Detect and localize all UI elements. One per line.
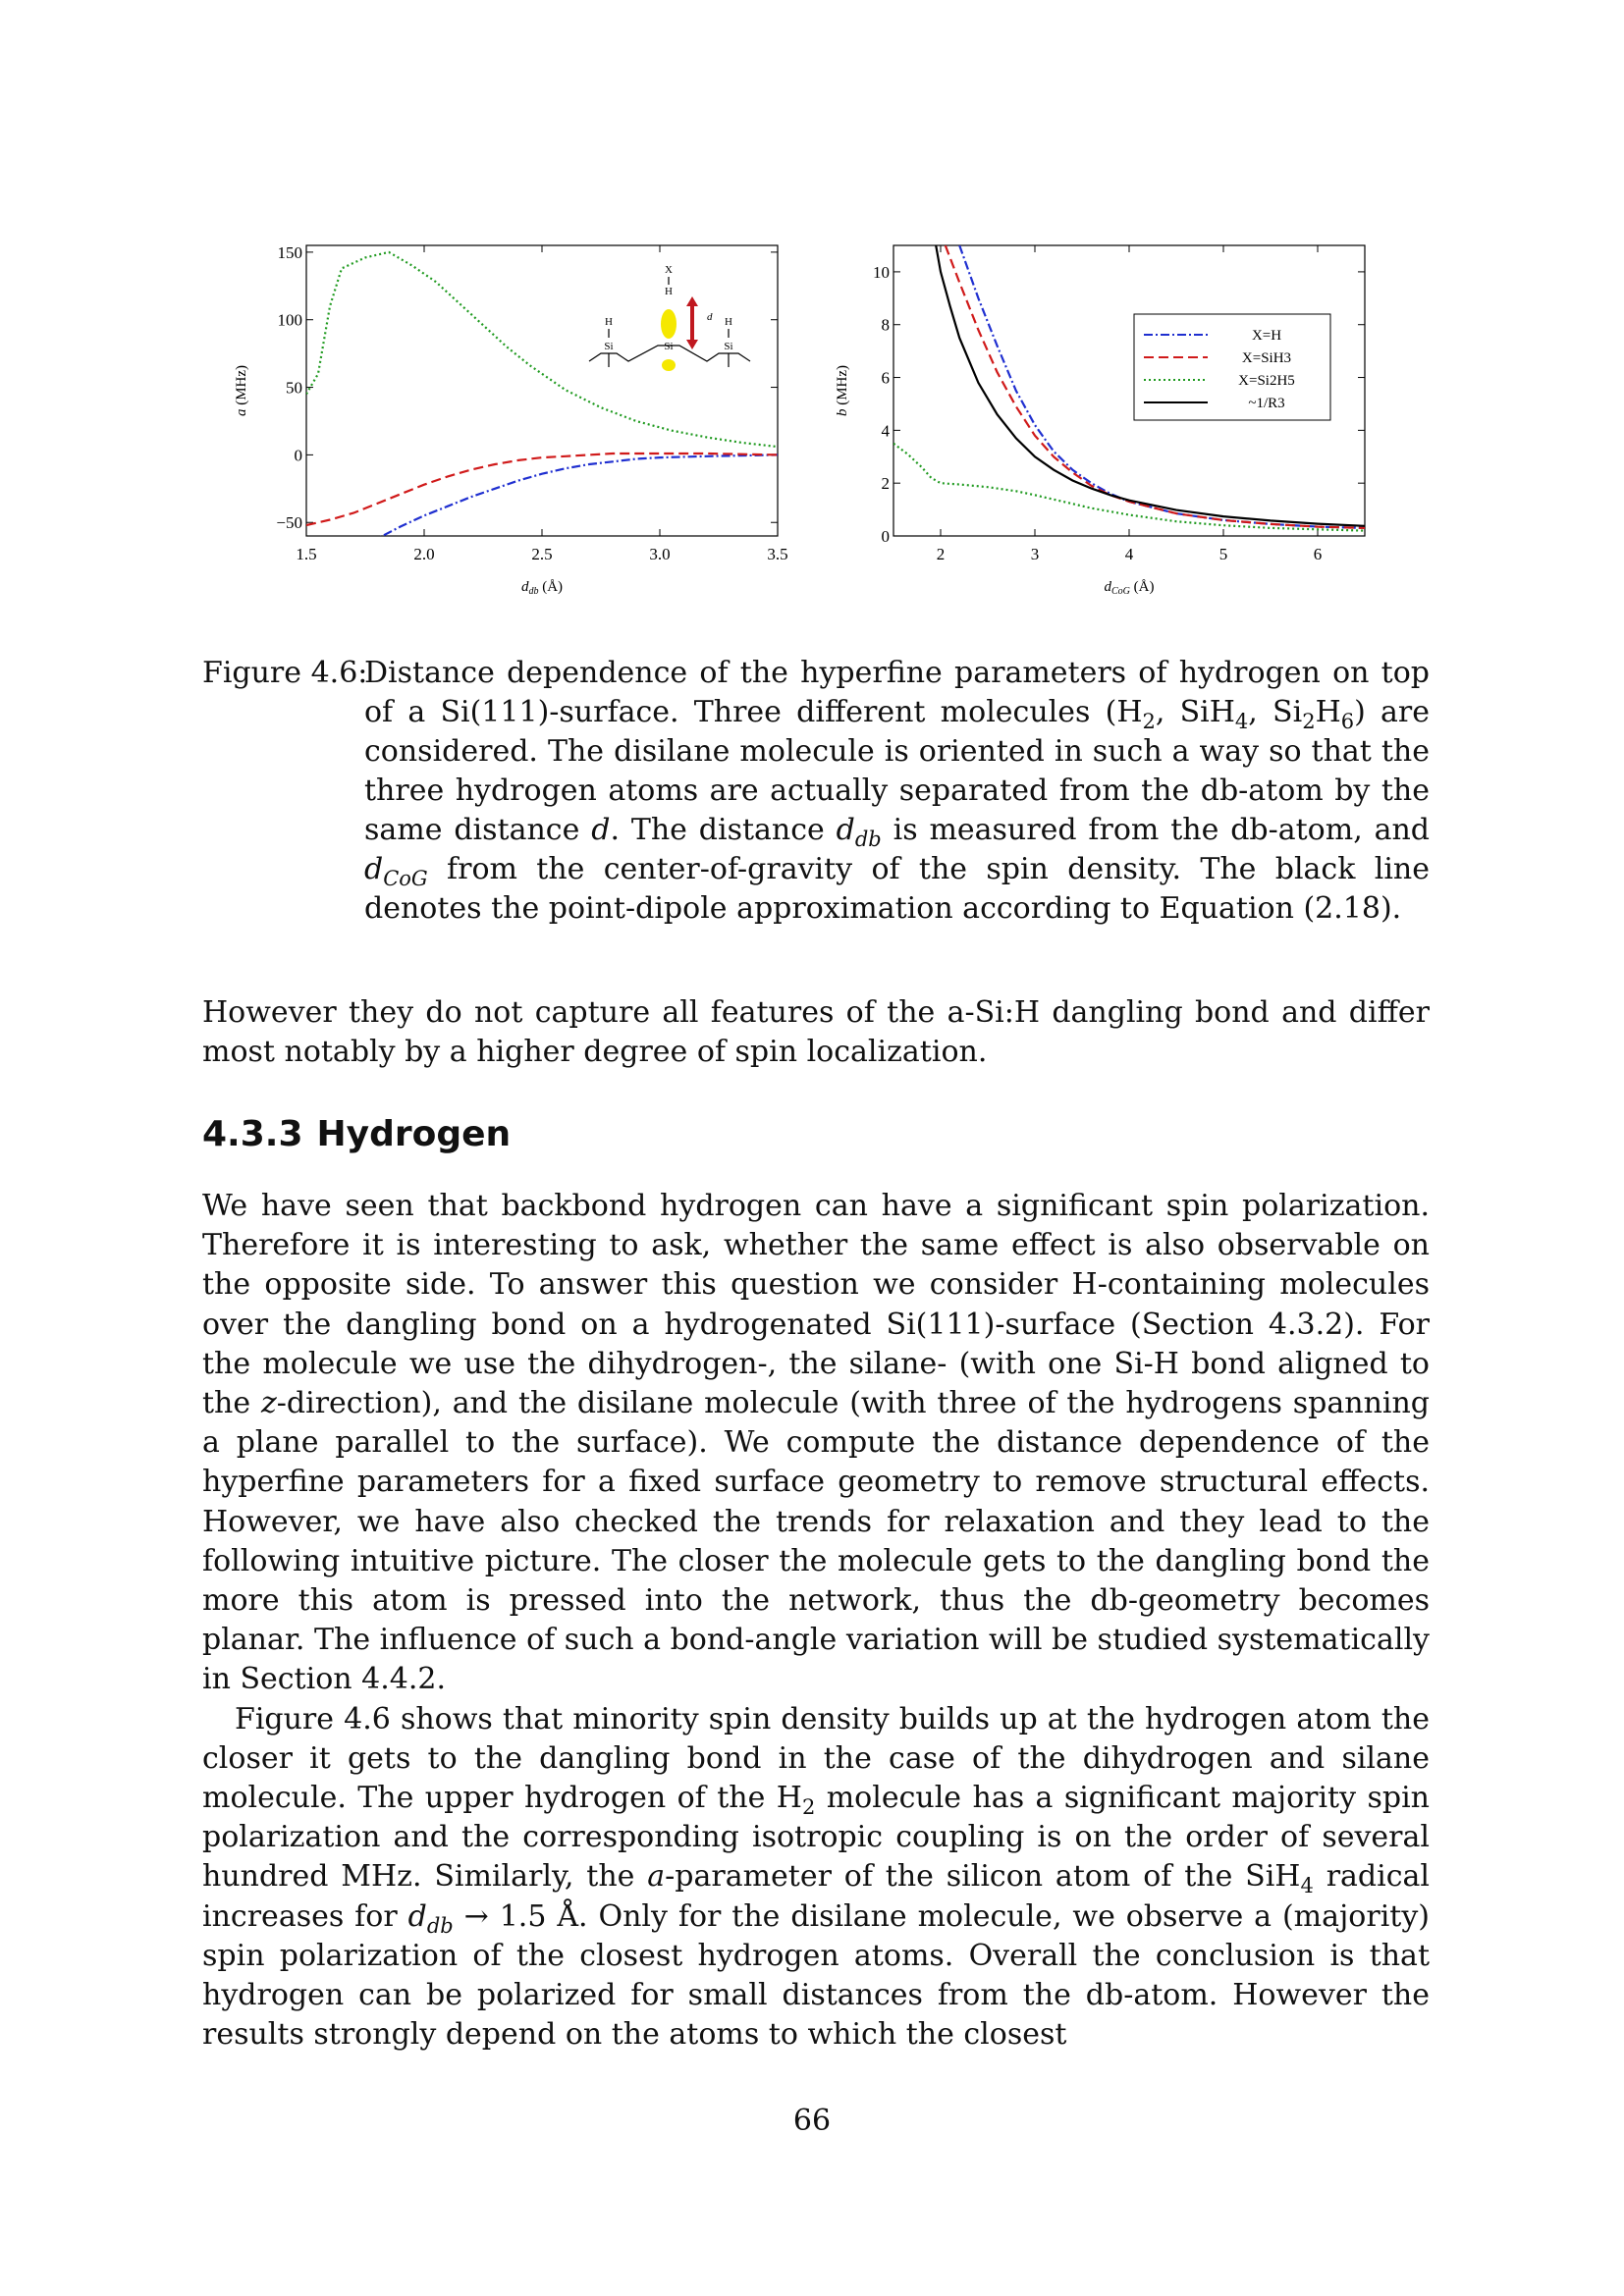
inset-label-h-top: H [665,286,673,297]
right-legend [1134,314,1330,420]
figure-4-6 [196,236,1384,609]
legend-label-h: X=H [1251,328,1282,344]
figure-caption [202,654,1430,929]
right-y-tick-label: 6 [881,368,890,388]
left-x-axis-label: $d_{db}$ (Å) [520,579,564,597]
left-x-tick-label: 1.5 [296,545,317,563]
right-x-tick-label: 4 [1124,545,1134,563]
left-x-tick-label: 3.0 [649,545,671,563]
left-y-tick-label: 150 [277,242,302,262]
right-y-tick-label: 0 [881,527,890,546]
inset-label-h-left: H [605,316,613,328]
right-x-tick-label: 3 [1030,545,1040,563]
left-y-tick-label: 0 [294,446,302,465]
right-x-tick-label: 2 [936,545,946,563]
right-panel [835,245,1365,597]
inset-label-x: X [665,264,673,276]
inset-label-si-right: Si [724,341,733,352]
left-panel [234,243,788,597]
inset-label-si-left: Si [604,341,614,352]
inset-label-d: d [707,311,713,323]
right-x-axis-label: $d_{CoG}$ (Å) [1104,579,1155,597]
right-x-tick-label: 5 [1218,545,1228,563]
left-y-tick-label: 100 [277,310,302,330]
section-title: Hydrogen [316,1114,512,1154]
right-y-tick-label: 10 [873,262,890,282]
paragraph-2: Figure 4.6 shows that minority spin density builds up at the hydrogen atom the closer it gets to the dangling bond in the case of the dihydrogen and silane molecule. The upper hydrogen of the $H_2$ molecule has a significant majority spin polarization and the corresponding isotropic coupling is on the order of several hundred MHz. Similarly, the a-parameter of the silicon atom of the SiH$_4$ radical increases for $d_{db} \to 1.5$ Å. Only for the disilane molecule, we observe a (majority) spin polarization of the closest hydrogen atoms. Overall the conclusion is that hydrogen can be polarized for small distances from the db-atom. However the results strongly depend on the atoms to which the closest [202,1701,1431,2053]
left-y-tick-label: 50 [286,378,302,398]
inset-spin-lobe-upper [661,309,677,339]
right-y-tick-label: 2 [881,474,890,494]
right-series-line [893,444,1365,531]
left-x-tick-label: 2.5 [531,545,553,563]
left-series-line [306,454,778,525]
left-x-tick-label: 3.5 [767,545,788,563]
right-y-tick-label: 8 [881,315,890,335]
right-y-tick-label: 4 [881,421,890,441]
left-plot-frame [306,245,778,536]
right-y-axis-label: b (MHz) [835,364,850,417]
intro-paragraph: However they do not capture all features of the a-Si:H dangling bond and differ most notably by a higher degree of spin localization. [202,995,1430,1070]
body-paragraphs [202,1187,1430,2055]
legend-label-sih3: X=SiH3 [1241,350,1292,366]
page-number: 66 [792,2104,832,2138]
inset-spin-lobe-lower [662,359,676,371]
section-number: 4.3.3 [202,1114,303,1154]
section-heading [202,1114,524,1154]
left-series-line [306,252,778,447]
inset-label-si-center: Si [664,341,674,352]
caption-label: Figure 4.6: [202,656,368,690]
right-x-tick-label: 6 [1313,545,1323,563]
inset-molecule [589,264,750,371]
left-x-tick-label: 2.0 [413,545,435,563]
paragraph-1: We have seen that backbond hydrogen can have a significant spin polarization. Therefore it is interesting to ask, whether the same effect is also observable on the opposite side. To answer this question we consider H-containing molecules over the dangling bond on a hydrogenated Si(111)-surface (Section 4.3.2). For the molecule we use the dihydrogen-, the silane- (with one Si-H bond aligned to the z-direction), and the disilane molecule (with three of the hydrogens spanning a plane parallel to the surface). We compute the distance dependence of the hyperfine parameters for a fixed surface geometry to remove structural effects. However, we have also checked the trends for relaxation and they lead to the following intuitive picture. The closer the molecule gets to the dangling bond the more this atom is pressed into the network, thus the db-geometry becomes planar. The influence of such a bond-angle variation will be studied systematically in Section 4.4.2. [202,1189,1431,1697]
left-y-tick-label: −50 [276,513,302,533]
inset-label-h-right: H [725,316,732,328]
legend-label-si2h5: X=Si2H5 [1238,373,1295,389]
left-y-axis-label: a (MHz) [234,364,249,417]
caption-text: Distance dependence of the hyperfine parameters of hydrogen on top of a Si(111)-surface. Three different molecules ($H_2$, SiH$_4$, $Si_2H_6$) are considered. The disilane molecule is oriented in such a way so that the three hydrogen atoms are actually separated from the db-atom by the same distance d. The distance $d_{db}$ is measured from the db-atom, and $d_{CoG}$ from the center-of-gravity of the spin density. The black line denotes the point-dipole approximation according to Equation (2.18). [364,656,1430,926]
legend-label-r3: ~1/R3 [1248,396,1285,411]
